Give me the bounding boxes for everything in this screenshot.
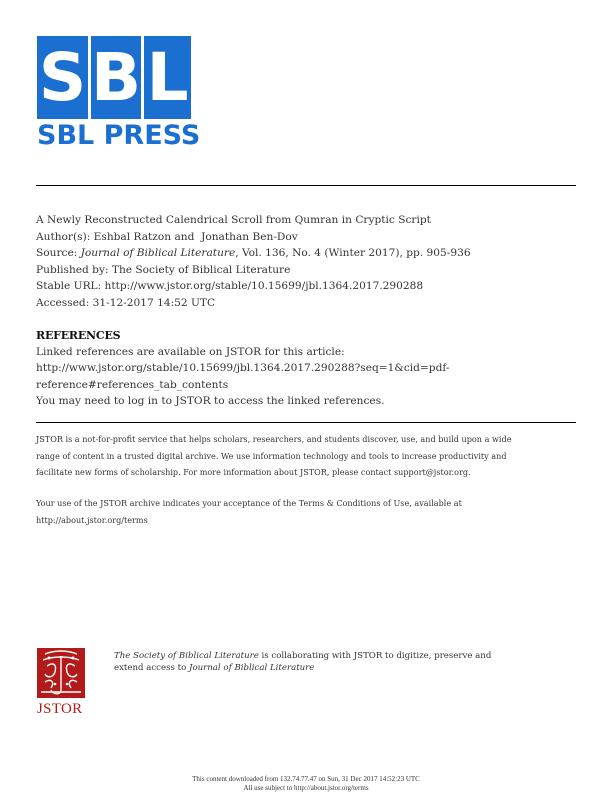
logo-press-text: SBL PRESS: [37, 120, 201, 151]
footer-line-1: This content downloaded from 132.74.77.47 on Sun, 31 Dec 2017 14:52:23 UTC: [192, 775, 420, 783]
jstor-note-line-3: facilitate new forms of scholarship. For more information about JSTOR, please contact support@jstor.org.: [36, 467, 471, 477]
logo-letter-l: L: [144, 36, 191, 119]
jstor-about-note: [36, 431, 581, 481]
collaboration-note: [114, 650, 584, 674]
terms-note: [36, 495, 581, 528]
references-heading: REFERENCES: [36, 329, 121, 342]
collaboration-text-1: is collaborating with JSTOR to digitize, preserve and: [258, 651, 492, 661]
article-authors: [36, 229, 581, 246]
article-metadata: [36, 212, 581, 311]
references-login-note: You may need to log in to JSTOR to access the linked references.: [36, 394, 385, 407]
jstor-logo: [37, 648, 87, 718]
download-footer: [0, 775, 612, 793]
jstor-emblem-icon: [37, 648, 85, 698]
middle-divider: [36, 422, 576, 423]
references-link-part-2[interactable]: reference#references_tab_contents: [36, 378, 229, 391]
accessed-date: Accessed: 31-12-2017 14:52 UTC: [36, 296, 216, 309]
jstor-wordmark: JSTOR: [37, 701, 83, 717]
references-line-1: Linked references are available on JSTOR for this article:: [36, 346, 345, 359]
jstor-note-line-1: JSTOR is a not-for-profit service that helps scholars, researchers, and students discover, use, and build upon a wide: [36, 434, 512, 444]
sbl-press-logo: [37, 36, 201, 151]
footer-line-2: All use subject to http://about.jstor.org/terms: [243, 784, 369, 792]
source-details: , Vol. 136, No. 4 (Winter 2017), pp. 905-936: [235, 247, 471, 259]
collaboration-line-2: [114, 662, 584, 674]
collaboration-journal[interactable]: Journal of Biblical Literature: [189, 663, 315, 674]
society-name[interactable]: The Society of Biblical Literature: [114, 651, 259, 661]
references-section: [36, 328, 581, 409]
source-label: Source:: [36, 247, 78, 259]
authors-value: Eshbal Ratzon and Jonathan Ben-Dov: [93, 230, 298, 243]
collaboration-line-1: [114, 650, 584, 662]
jstor-emblem-graphic: [37, 648, 85, 698]
published-by: Published by: The Society of Biblical Literature: [36, 263, 291, 276]
references-link-part-1[interactable]: http://www.jstor.org/stable/10.15699/jbl.1364.2017.290288?seq=1&cid=pdf-: [36, 362, 450, 375]
stable-url[interactable]: Stable URL: http://www.jstor.org/stable/10.15699/jbl.1364.2017.290288: [36, 280, 424, 292]
article-source: [36, 245, 581, 262]
sbl-logo-letters: [37, 36, 191, 119]
terms-link[interactable]: http://about.jstor.org/terms: [36, 514, 148, 525]
logo-letter-s: S: [37, 36, 88, 119]
top-divider: [36, 185, 576, 186]
source-journal[interactable]: Journal of Biblical Literature: [80, 247, 236, 259]
terms-line-1: Your use of the JSTOR archive indicates your acceptance of the Terms & Conditions of Use, available at: [36, 498, 462, 508]
logo-letter-b: B: [91, 36, 141, 119]
article-title: A Newly Reconstructed Calendrical Scroll from Qumran in Cryptic Script: [36, 214, 431, 226]
collaboration-text-2: extend access to: [114, 663, 189, 674]
authors-label: Author(s):: [36, 230, 91, 243]
jstor-note-line-2: range of content in a trusted digital archive. We use information technology and tools to increase productivity and: [36, 450, 507, 461]
